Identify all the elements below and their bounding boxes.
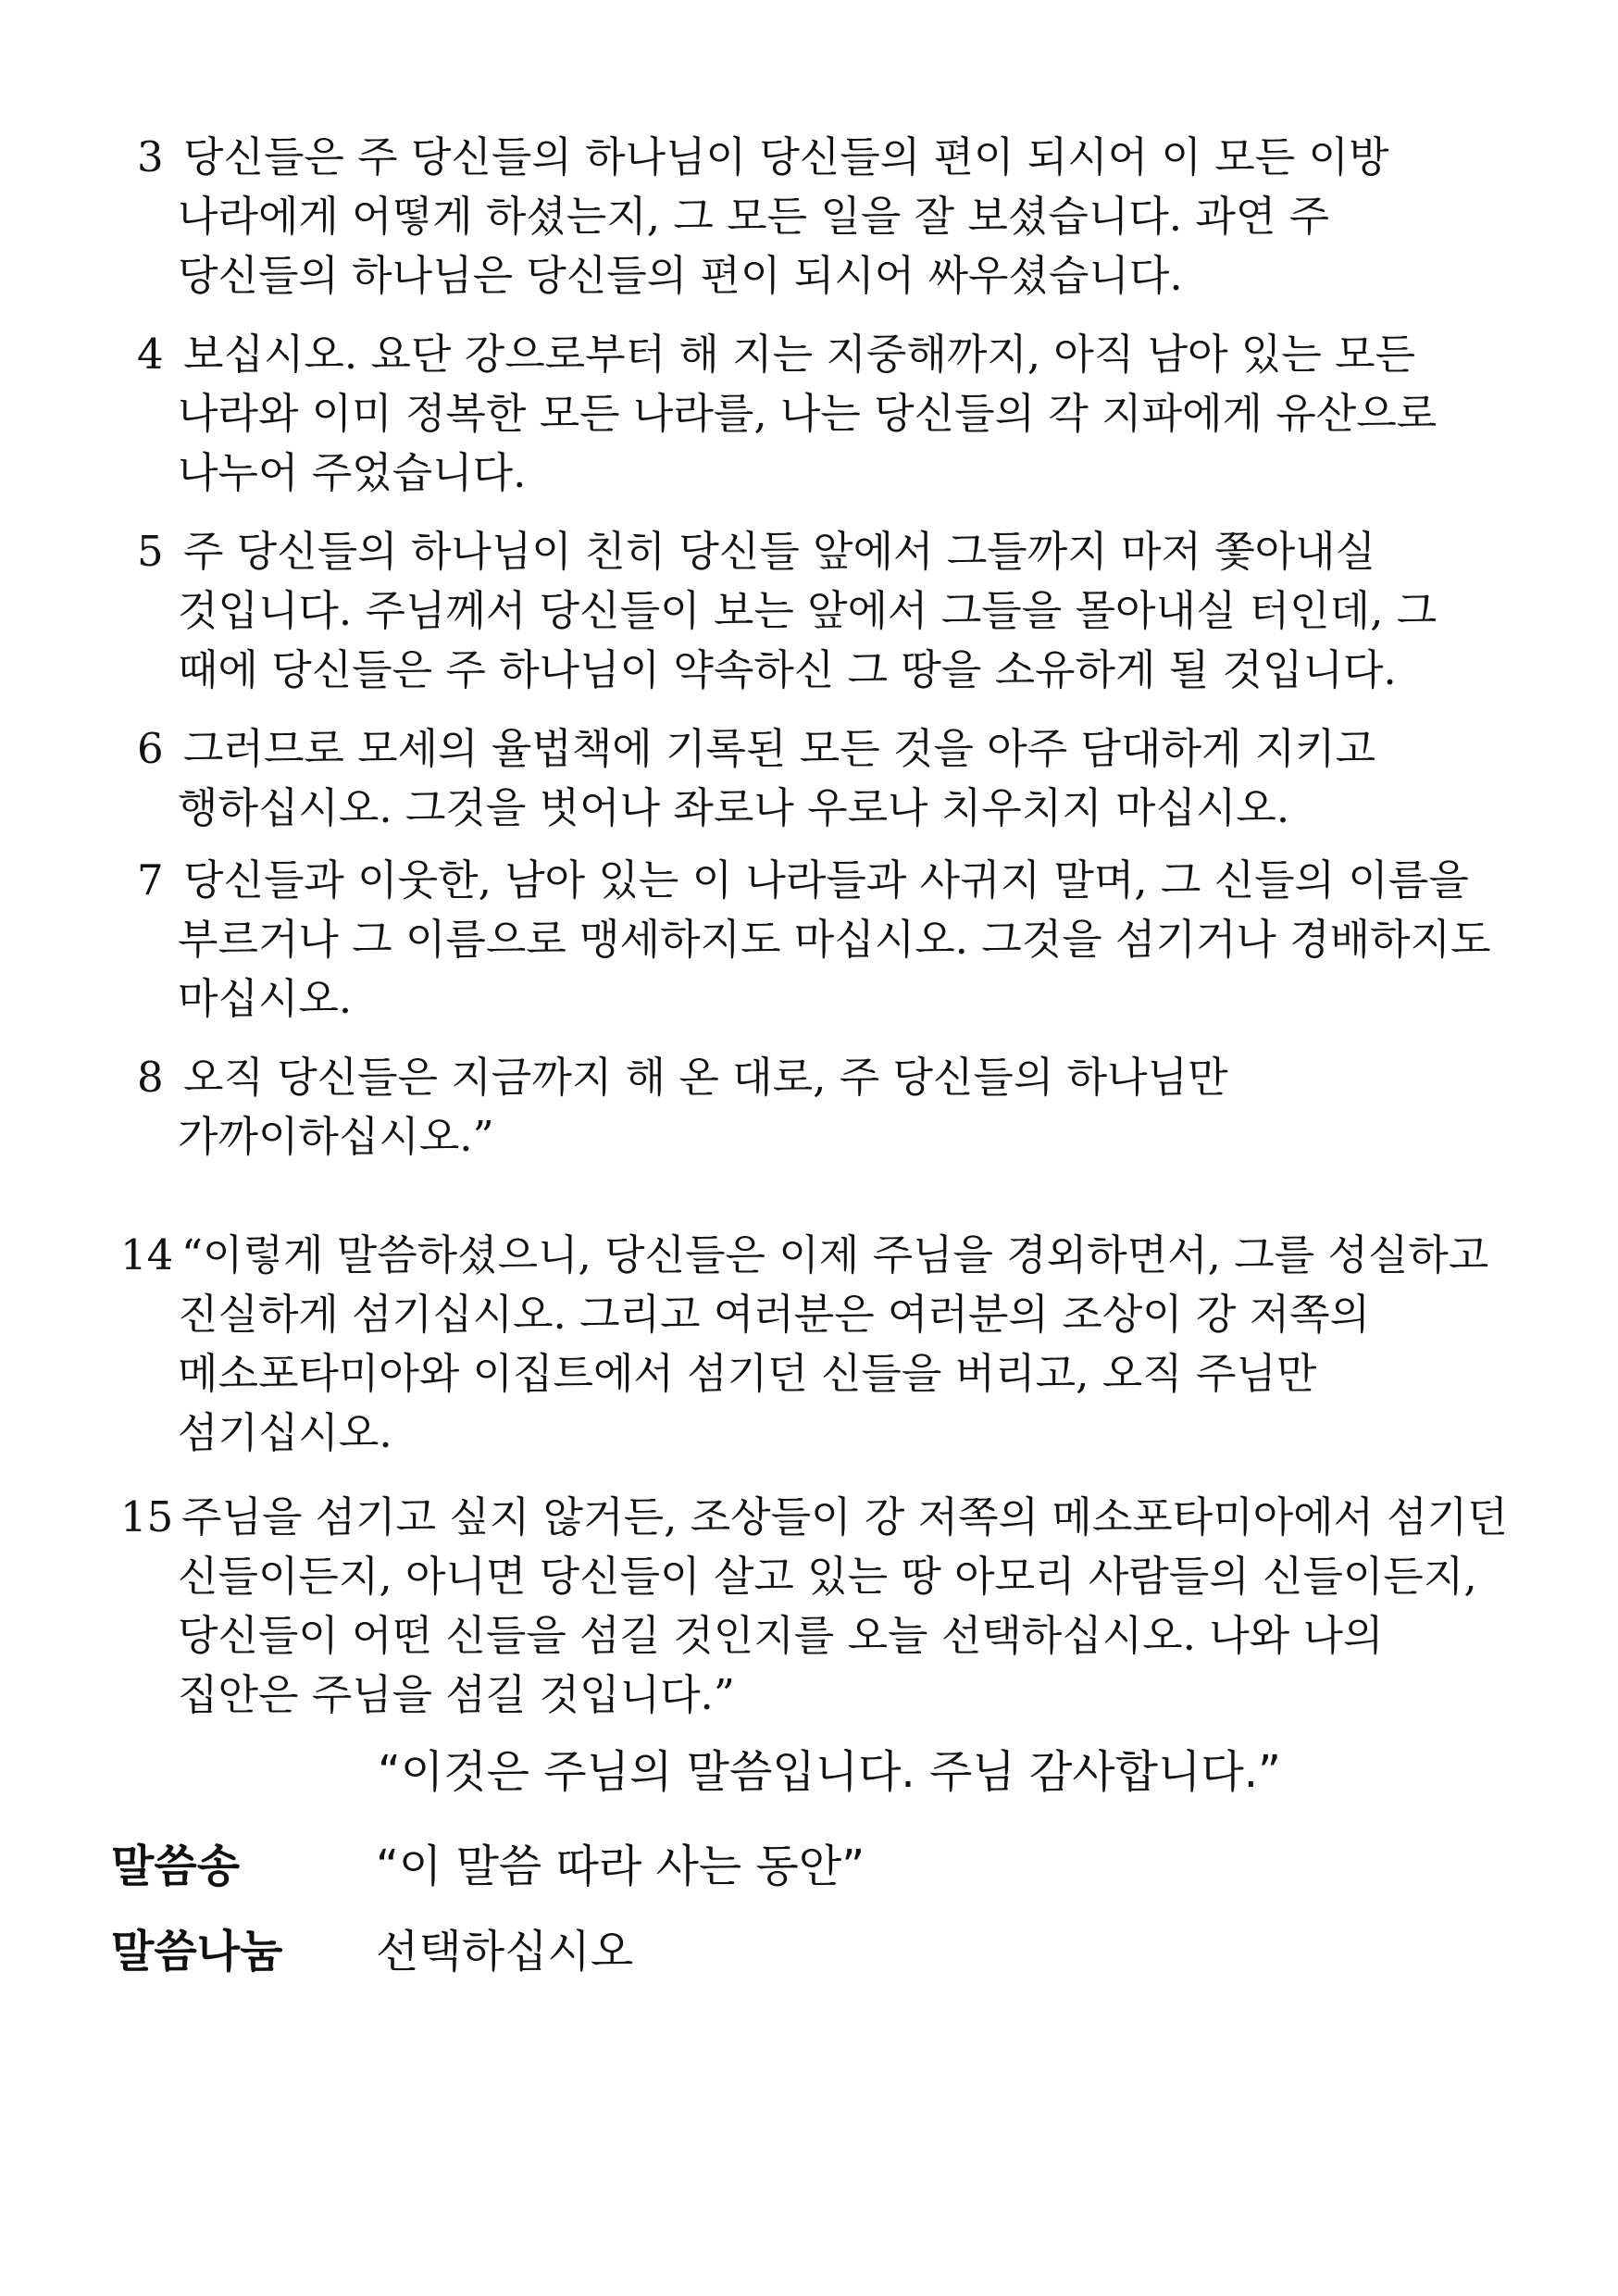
verse-number: 15 — [120, 1492, 174, 1541]
verse-7 — [137, 851, 1491, 1029]
verse-8 — [137, 1048, 1228, 1167]
verse-line: 집안은 주님을 섬길 것입니다.” — [178, 1670, 735, 1719]
verse-line: 가까이하십시오.” — [178, 1112, 494, 1161]
sermon-label: 말씀나눔 — [111, 1926, 283, 1978]
verse-line: 나누어 주었습니다. — [178, 448, 527, 497]
verse-line: 부르거나 그 이름으로 맹세하지도 마십시오. 그것을 섬기거나 경배하지도 — [178, 915, 1491, 964]
verse-line: 마십시오. — [178, 974, 353, 1023]
verse-line: 보십시오. 요단 강으로부터 해 지는 지중해까지, 아직 남아 있는 모든 — [183, 330, 1416, 379]
verse-3 — [137, 128, 1388, 306]
verse-number: 4 — [137, 330, 164, 379]
verse-14 — [120, 1226, 1488, 1463]
verse-number: 6 — [137, 724, 164, 773]
closing-declaration: “이것은 주님의 말씀입니다. 주님 감사합니다.” — [378, 1746, 1281, 1798]
hymn-label: 말씀송 — [111, 1841, 241, 1892]
verse-number: 5 — [137, 527, 164, 576]
verse-line: 메소포타미아와 이집트에서 섬기던 신들을 버리고, 오직 주님만 — [178, 1349, 1317, 1398]
verse-line: 나라와 이미 정복한 모든 나라를, 나는 당신들의 각 지파에게 유산으로 — [178, 389, 1438, 438]
hymn-title: “이 말씀 따라 사는 동안” — [376, 1841, 865, 1892]
verse-line: 것입니다. 주님께서 당신들이 보는 앞에서 그들을 몰아내실 터인데, 그 — [178, 586, 1438, 635]
verse-number: 7 — [137, 855, 164, 905]
verse-line: 오직 당신들은 지금까지 해 온 대로, 주 당신들의 하나님만 — [183, 1053, 1228, 1102]
verse-15 — [120, 1488, 1508, 1725]
verse-5 — [137, 522, 1437, 700]
verse-line: 당신들이 어떤 신들을 섬길 것인지를 오늘 선택하십시오. 나와 나의 — [178, 1611, 1384, 1660]
verse-line: 섬기십시오. — [178, 1408, 392, 1457]
verse-line: 주님을 섬기고 싶지 않거든, 조상들이 강 저쪽의 메소포타미아에서 섬기던 — [181, 1492, 1508, 1541]
verse-line: 당신들은 주 당신들의 하나님이 당신들의 편이 되시어 이 모든 이방 — [183, 132, 1389, 181]
verse-line: 당신들과 이웃한, 남아 있는 이 나라들과 사귀지 말며, 그 신들의 이름을 — [183, 855, 1469, 905]
verse-4 — [137, 325, 1437, 503]
verse-number: 14 — [120, 1230, 174, 1279]
verse-line: 주 당신들의 하나님이 친히 당신들 앞에서 그들까지 마저 쫓아내실 — [183, 527, 1376, 576]
verse-number: 8 — [137, 1053, 164, 1102]
verse-number: 3 — [137, 132, 164, 181]
verse-line: “이렇게 말씀하셨으니, 당신들은 이제 주님을 경외하면서, 그를 성실하고 — [181, 1230, 1489, 1279]
sermon-title: 선택하십시오 — [376, 1926, 634, 1978]
verse-line: 신들이든지, 아니면 당신들이 살고 있는 땅 아모리 사람들의 신들이든지, — [178, 1552, 1477, 1601]
verse-6 — [137, 719, 1375, 838]
verse-line: 그러므로 모세의 율법책에 기록된 모든 것을 아주 담대하게 지키고 — [183, 724, 1376, 773]
verse-line: 때에 당신들은 주 하나님이 약속하신 그 땅을 소유하게 될 것입니다. — [178, 645, 1397, 694]
verse-line: 진실하게 섬기십시오. 그리고 여러분은 여러분의 조상이 강 저쪽의 — [178, 1290, 1371, 1339]
verse-line: 당신들의 하나님은 당신들의 편이 되시어 싸우셨습니다. — [178, 251, 1183, 300]
verse-line: 나라에게 어떻게 하셨는지, 그 모든 일을 잘 보셨습니다. 과연 주 — [178, 192, 1330, 241]
verse-line: 행하십시오. 그것을 벗어나 좌로나 우로나 치우치지 마십시오. — [178, 783, 1290, 832]
